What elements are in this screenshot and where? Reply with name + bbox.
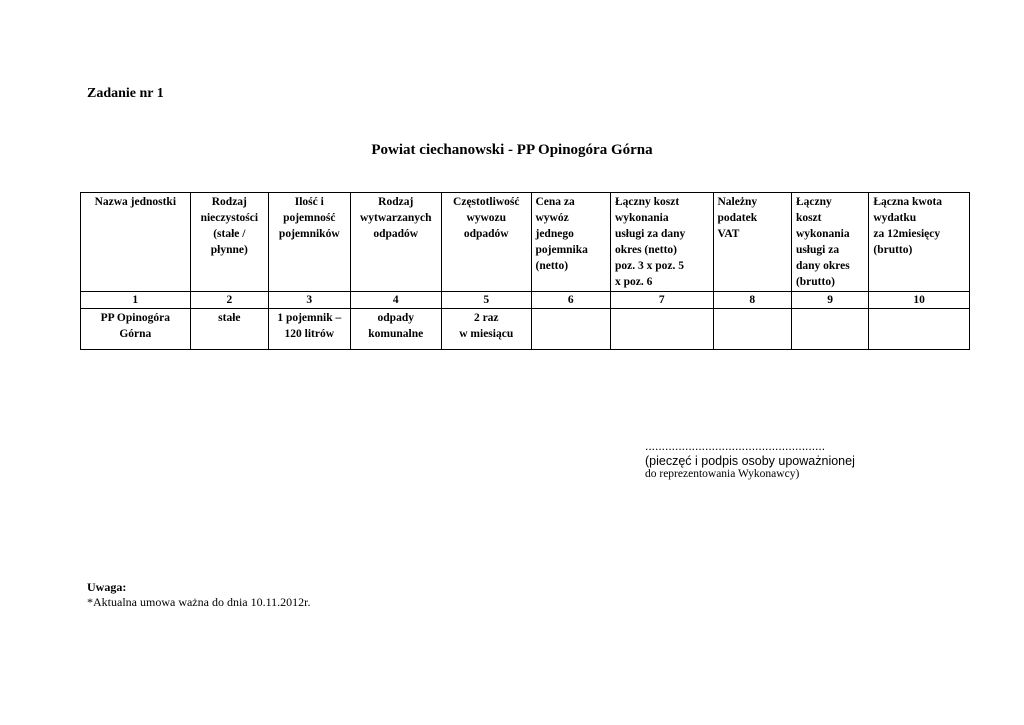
note-text: *Aktualna umowa ważna do dnia 10.11.2012r. [87, 595, 311, 609]
cell-line: x poz. 6 [614, 276, 653, 288]
cell-line: podatek [717, 212, 758, 224]
cell-line: usługi za [795, 244, 840, 256]
column-number: 2 [190, 292, 268, 309]
column-header [81, 193, 191, 292]
cell-line: Cena za [535, 196, 575, 208]
cell-line: Łączny [795, 196, 832, 208]
cell-line: Należny [717, 196, 758, 208]
cell-line: (stałe / [213, 228, 246, 240]
cell-line: wykonania [614, 212, 669, 224]
cell-line: jednego [535, 228, 574, 240]
column-header [350, 193, 442, 292]
cell-line: płynne) [210, 244, 248, 256]
table-cell [791, 309, 868, 350]
column-number: 8 [713, 292, 791, 309]
column-number: 6 [531, 292, 610, 309]
column-header [791, 193, 868, 292]
cell-line: Łączna kwota [873, 196, 943, 208]
cell-line: Rodzaj [378, 196, 414, 208]
cell-line: usługi za dany [614, 228, 686, 240]
table-cell [869, 309, 970, 350]
signature-line: ...................................................... [645, 439, 826, 453]
cell-line: wytwarzanych [359, 212, 432, 224]
note-label: Uwaga: [87, 580, 127, 594]
table-cell [81, 309, 191, 350]
cell-line: Górna [119, 328, 152, 340]
cell-line: 2 raz [473, 312, 499, 324]
column-header [610, 193, 713, 292]
column-header [269, 193, 350, 292]
cell-line: wywozu [466, 212, 507, 224]
cell-line: Ilość i [294, 196, 324, 208]
cell-line: 1 pojemnik – [277, 312, 342, 324]
cell-line: pojemnika [535, 244, 588, 256]
column-number-row [81, 292, 970, 309]
cell-line: odpady [377, 312, 414, 324]
column-header [869, 193, 970, 292]
cell-line: pojemników [278, 228, 340, 240]
table-cell [531, 309, 610, 350]
cell-line: (brutto) [873, 244, 913, 256]
table-cell [350, 309, 442, 350]
cell-line: PP Opinogóra [100, 312, 170, 324]
column-header [713, 193, 791, 292]
page-title: Zadanie nr 1 [87, 86, 164, 101]
cell-line: Łączny koszt [614, 196, 680, 208]
column-header [190, 193, 268, 292]
cell-line: wywóz [535, 212, 569, 224]
cell-line: komunalne [368, 328, 424, 340]
document-heading: Powiat ciechanowski - PP Opinogóra Górna [371, 142, 653, 158]
cell-line: pojemność [283, 212, 336, 224]
cell-line: okres (netto) [614, 244, 678, 256]
cell-line: Rodzaj [211, 196, 247, 208]
cell-line: w miesiącu [459, 328, 514, 340]
cell-line: nieczystości [200, 212, 259, 224]
cell-line: stałe [218, 312, 241, 324]
cell-line: odpadów [463, 228, 509, 240]
cell-line: odpadów [373, 228, 419, 240]
cell-line: (brutto) [795, 276, 835, 288]
table-cell [269, 309, 350, 350]
cell-line: poz. 3 x poz. 5 [614, 260, 684, 272]
note [87, 580, 311, 610]
signature-block [645, 439, 855, 480]
table-cell [713, 309, 791, 350]
cell-line: wykonania [795, 228, 850, 240]
cell-line: (netto) [535, 260, 569, 272]
pricing-table [80, 192, 970, 350]
cell-line: Nazwa jednostki [94, 196, 177, 208]
table-row [81, 309, 970, 350]
column-number: 9 [791, 292, 868, 309]
table-header-row [81, 193, 970, 292]
table-cell [190, 309, 268, 350]
cell-line: za 12miesięcy [873, 228, 941, 240]
signature-subcaption: do reprezentowania Wykonawcy) [645, 468, 800, 480]
table-cell [442, 309, 532, 350]
cell-line: VAT [717, 228, 740, 240]
cell-line: Częstotliwość [453, 196, 520, 208]
column-number: 10 [869, 292, 970, 309]
cell-line: koszt [795, 212, 822, 224]
column-number: 4 [350, 292, 442, 309]
cell-line: wydatku [873, 212, 917, 224]
column-header [442, 193, 532, 292]
column-number: 5 [442, 292, 532, 309]
column-number: 1 [81, 292, 191, 309]
cell-line: dany okres [795, 260, 850, 272]
cell-line: 120 litrów [284, 328, 335, 340]
signature-caption: (pieczęć i podpis osoby upoważnionej [645, 454, 855, 468]
column-number: 7 [610, 292, 713, 309]
table-cell [610, 309, 713, 350]
column-header [531, 193, 610, 292]
column-number: 3 [269, 292, 350, 309]
